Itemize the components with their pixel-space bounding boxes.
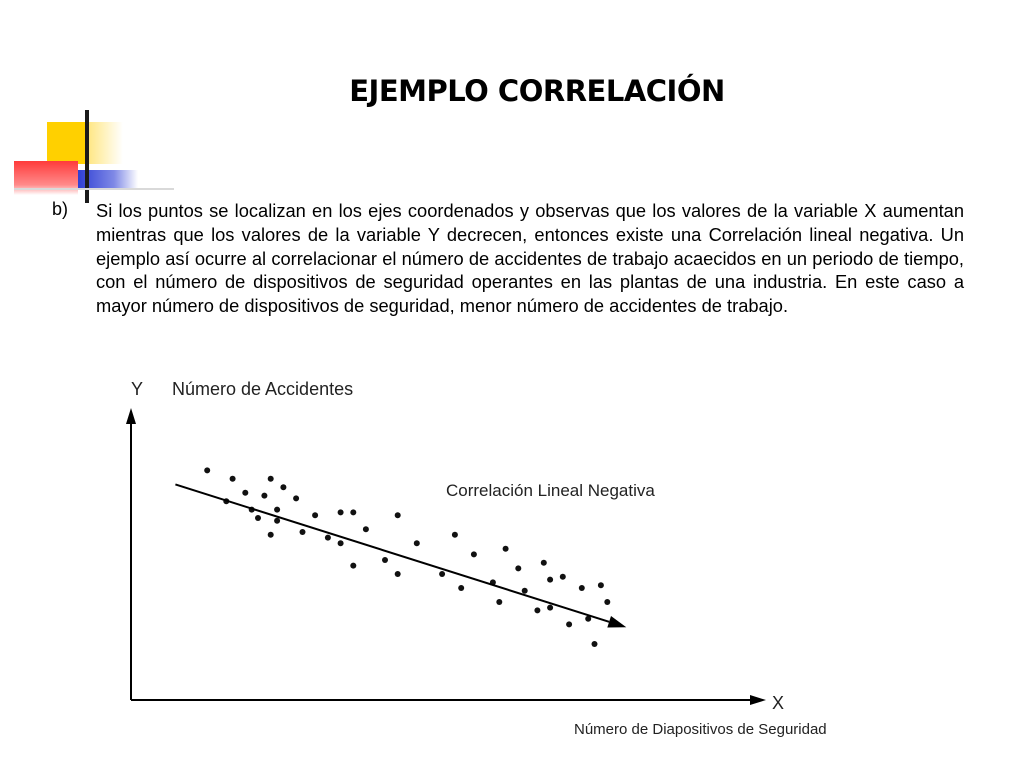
data-point [560, 574, 566, 580]
item-marker: b) [52, 199, 69, 219]
data-point [547, 605, 553, 611]
x-axis-label: Número de Diapositivos de Seguridad [574, 721, 827, 738]
data-point [471, 551, 477, 557]
x-axis-arrowhead [750, 695, 766, 705]
data-point [204, 467, 210, 473]
data-point [363, 526, 369, 532]
data-point [395, 571, 401, 577]
trend-line-group [175, 484, 626, 627]
data-point [522, 588, 528, 594]
data-point [350, 509, 356, 515]
explanation-paragraph: Si los puntos se localizan en los ejes coordenados y observas que los valores de la variable X aumentan mientras que los valores de la variable Y decrecen, entonces existe una Correlación lineal negativa. Un ejemplo así ocurre al correlacionar el número de accidentes de trabajo acaecidos en un periodo de tiempo, con el número de dispositivos de seguridad operantes en las plantas de una industria. En este caso a mayor número de dispositivos de seguridad, menor número de accidentes de trabajo. [96, 200, 964, 317]
data-point [230, 476, 236, 482]
data-point [325, 535, 331, 541]
data-point [300, 529, 306, 535]
data-point [496, 599, 502, 605]
data-point [312, 512, 318, 518]
y-axis [126, 408, 136, 700]
data-point [414, 540, 420, 546]
data-point [534, 607, 540, 613]
trend-line-arrowhead [607, 616, 626, 628]
data-point [503, 546, 509, 552]
data-point [395, 512, 401, 518]
data-point [280, 484, 286, 490]
data-point [547, 577, 553, 583]
data-point [566, 621, 572, 627]
data-point [268, 532, 274, 538]
data-point [541, 560, 547, 566]
data-point [274, 518, 280, 524]
data-point [579, 585, 585, 591]
data-point [452, 532, 458, 538]
data-point [242, 490, 248, 496]
data-point [458, 585, 464, 591]
data-point [293, 495, 299, 501]
data-point [255, 515, 261, 521]
data-point [592, 641, 598, 647]
x-axis-letter: X [772, 693, 785, 713]
data-point [338, 540, 344, 546]
data-point [350, 563, 356, 569]
y-axis-label: Número de Accidentes [172, 379, 354, 399]
data-point [338, 509, 344, 515]
chart-title: Correlación Lineal Negativa [446, 481, 655, 500]
data-point [261, 493, 267, 499]
y-axis-letter: Y [131, 379, 144, 399]
data-point [274, 507, 280, 513]
page-title: EJEMPLO CORRELACIÓN [349, 74, 725, 108]
data-point [439, 571, 445, 577]
data-point [382, 557, 388, 563]
data-point [598, 582, 604, 588]
y-axis-arrowhead [126, 408, 136, 424]
data-point [604, 599, 610, 605]
trend-line [175, 484, 609, 621]
x-axis [131, 695, 766, 705]
data-point [268, 476, 274, 482]
data-point [515, 565, 521, 571]
